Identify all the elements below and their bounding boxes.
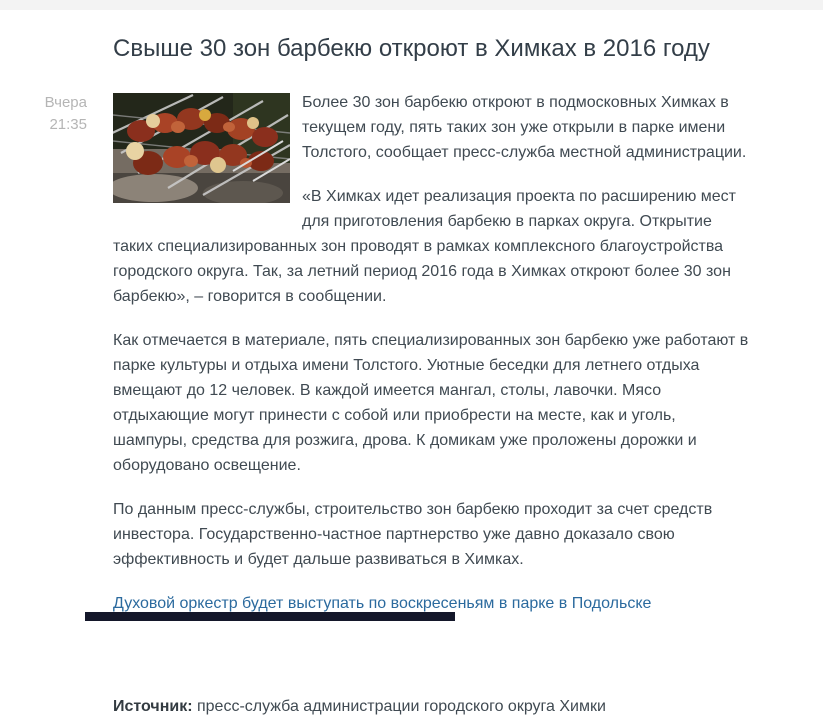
barbecue-skewers-photo	[113, 93, 290, 203]
related-article-link[interactable]: Духовой оркестр будет выступать по воскресеньям в парке в Подольске	[113, 595, 652, 612]
article-paragraph: По данным пресс-службы, строительство зон барбекю проходит за счет средств инвестора. Государственно-частное партнерство уже давно доказало свою эффективность и будет дальше развиваться в Химках.	[113, 501, 713, 568]
header-bottom-strip	[0, 0, 823, 10]
source-label: Источник:	[113, 698, 193, 715]
article-paragraph: Как отмечается в материале, пять специализированных зон барбекю уже работают в парке культуры и отдыха имени Толстого. Уютные беседки для летнего отдыха вмещают до 12 человек. В каждой имеется мангал, столы, лавочки. Мясо отдыхающие могут принести с собой или приобрести на месте, как и уголь, шампуры, средства для розжига, дрова. К домикам уже проложены дорожки и оборудовано освещение.	[113, 332, 749, 474]
source-text: пресс-служба администрации городского округа Химки	[192, 698, 606, 715]
article-title: Свыше 30 зон барбекю откроют в Химках в 2016 году	[113, 35, 710, 62]
source-line	[113, 694, 753, 719]
timestamp-time: 21:35	[49, 116, 87, 133]
footer-bar-partial	[85, 612, 455, 621]
article-body	[113, 90, 753, 719]
article-paragraph: Более 30 зон барбекю откроют в подмосковных Химках в текущем году, пять таких зон уже открыли в парке имени Толстого, сообщает пресс-служба местной администрации.	[302, 94, 747, 161]
article-timestamp	[0, 90, 87, 136]
timestamp-day: Вчера	[44, 94, 87, 111]
article-layout	[0, 90, 823, 719]
article-paragraph: «В Химках идет реализация проекта по расширению мест для приготовления барбекю в парках округа. Открытие таких специализированных зон проводят в рамках комплексного благоустройства городского округа. Так, за летний период 2016 года в Химках откроют более 30 зон барбекю», – говорится в сообщении.	[113, 188, 736, 305]
